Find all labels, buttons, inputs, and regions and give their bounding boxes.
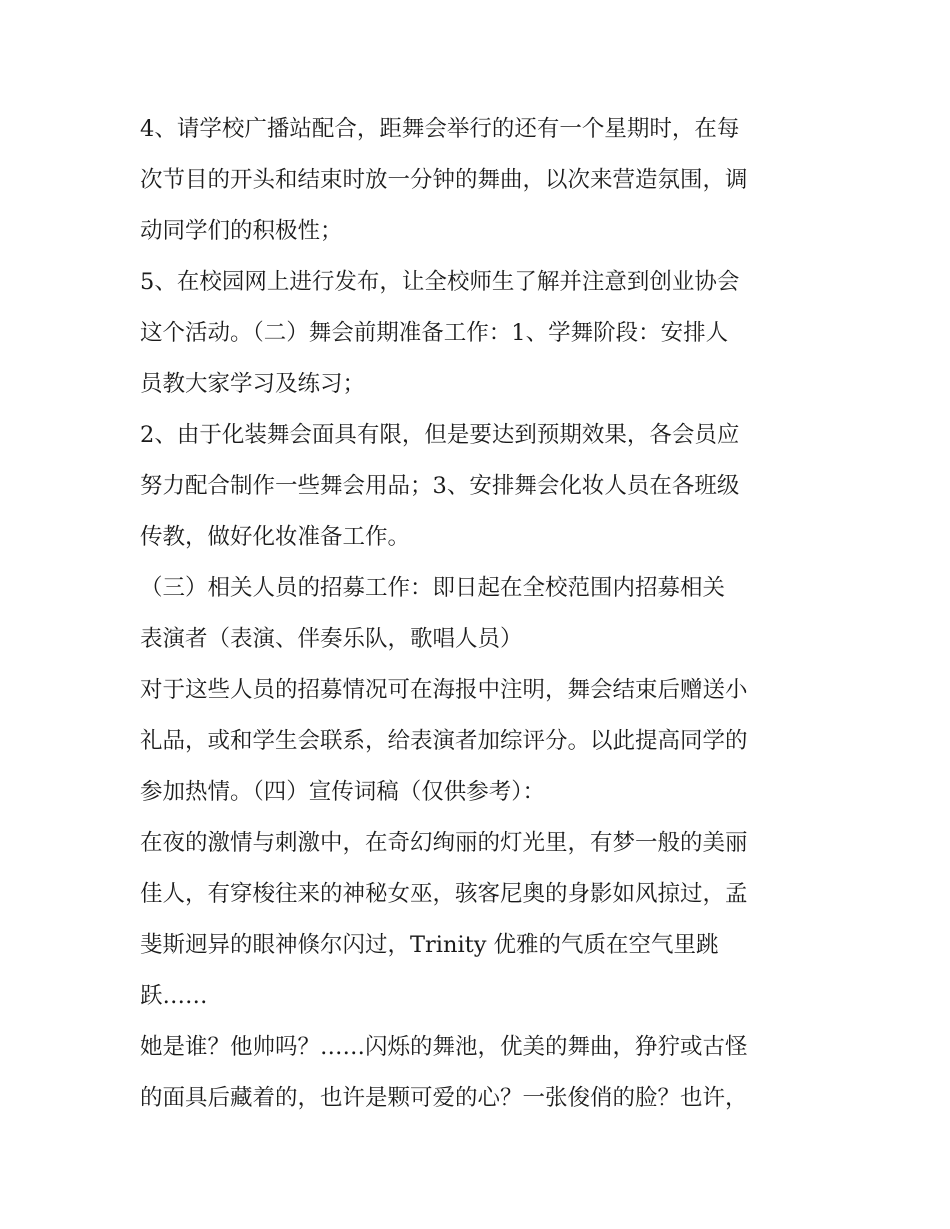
text-line: 动同学们的积极性；: [140, 218, 343, 244]
text-line: 礼品，或和学生会联系，给表演者加综评分。以此提高同学的: [140, 728, 748, 754]
text-line: 的面具后藏着的，也许是颗可爱的心？一张俊俏的脸？也许，: [140, 1085, 748, 1111]
text-line: 表演者（表演、伴奏乐队，歌唱人员）: [140, 626, 523, 652]
text-line: 对于这些人员的招募情况可在海报中注明，舞会结束后赠送小: [140, 677, 748, 703]
text-line: （三）相关人员的招募工作：即日起在全校范围内招募相关: [140, 575, 726, 601]
text-line: 佳人，有穿梭往来的神秘女巫，骇客尼奥的身影如风掠过，孟: [140, 881, 748, 907]
text-line: 在夜的激情与刺激中，在奇幻绚丽的灯光里，有梦一般的美丽: [140, 830, 748, 856]
text-line: 她是谁？他帅吗？……闪烁的舞池，优美的舞曲，狰狞或古怪: [140, 1034, 748, 1060]
text-line: 这个活动。（二）舞会前期准备工作：1、学舞阶段：安排人: [140, 320, 729, 346]
text-line: 次节目的开头和结束时放一分钟的舞曲，以次来营造氛围，调: [140, 167, 748, 193]
text-line: 4、请学校广播站配合，距舞会举行的还有一个星期时，在每: [140, 116, 740, 142]
text-line: 跃……: [140, 983, 208, 1009]
document-body: [140, 104, 820, 1124]
text-line: 5、在校园网上进行发布，让全校师生了解并注意到创业协会: [140, 269, 740, 295]
text-line: 努力配合制作一些舞会用品；3、安排舞会化妆人员在各班级: [140, 473, 740, 499]
text-line: 2、由于化装舞会面具有限，但是要达到预期效果，各会员应: [140, 422, 740, 448]
text-line: 员教大家学习及练习；: [140, 371, 366, 397]
text-line: 参加热情。（四）宣传词稿（仅供参考）：: [140, 779, 546, 805]
text-line: 传教，做好化妆准备工作。: [140, 524, 411, 550]
text-line: 斐斯迥异的眼神倏尔闪过，Trinity 优雅的气质在空气里跳: [140, 932, 719, 958]
